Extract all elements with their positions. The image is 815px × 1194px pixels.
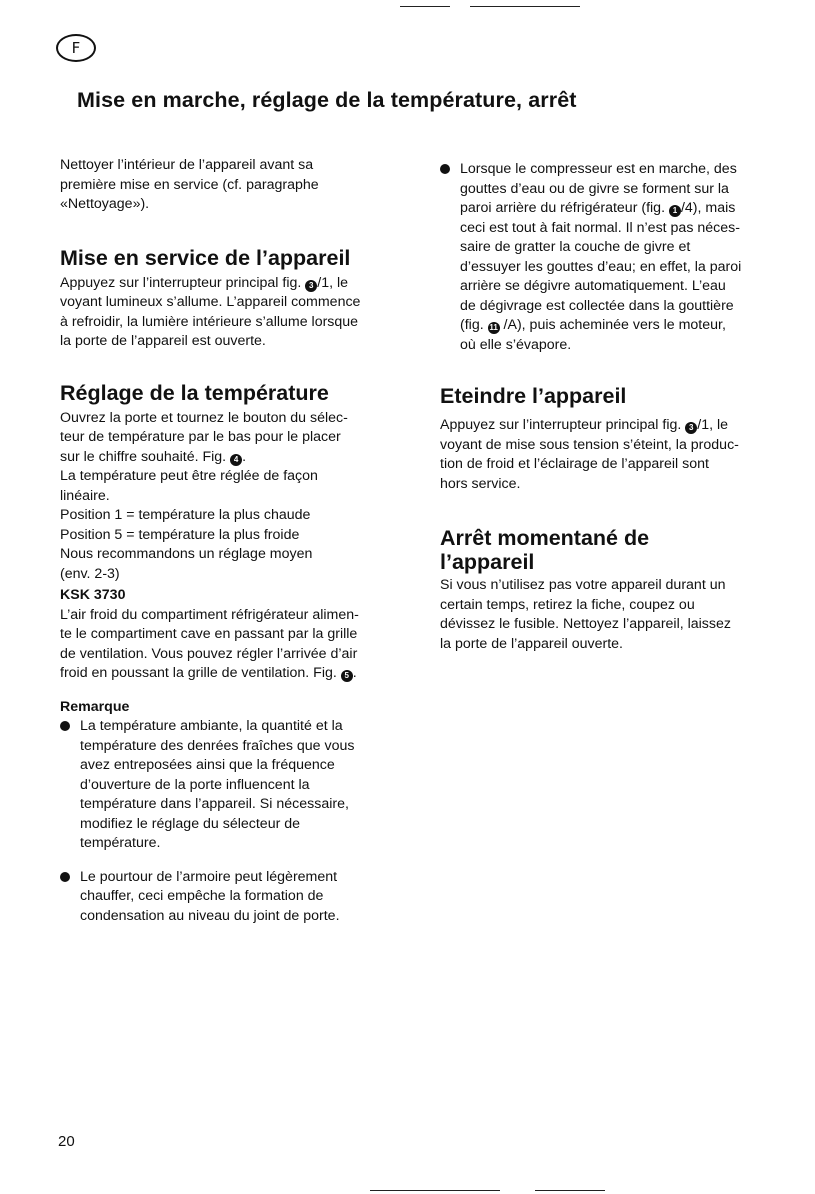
reglage-paragraph [60,409,400,585]
text-line: de ventilation. Vous pouvez régler l’arrivée d’air [60,645,358,662]
text-line: Nettoyer l’intérieur de l’appareil avant sa [60,157,314,173]
arret-paragraph [440,576,785,654]
eteindre-paragraph [440,416,785,494]
text-line: linéaire. [60,487,110,504]
heading-reglage-temperature: Réglage de la température [60,380,329,405]
text-line: La température ambiante, la quantité et la [80,718,343,734]
text-line: première mise en service (cf. paragraphe [60,176,319,193]
top-rule-2 [470,6,580,7]
text-line: Position 5 = température la plus froide [60,526,300,543]
text-line: d’ouverture de la porte influencent la [80,776,310,793]
text-line: teur de température par le bas pour le placer [60,429,341,445]
text-line: L’air froid du compartiment réfrigérateur alimen- [60,606,359,623]
page-number: 20 [58,1133,75,1150]
text-line: d’essuyer les gouttes d’eau; en effet, la paroi [460,258,742,275]
text-line: dévissez le fusible. Nettoyez l’appareil, laissez [440,616,731,632]
page-title: Mise en marche, réglage de la température, arrêt [77,88,577,112]
text-line: Ouvrez la porte et tournez le bouton du sélec- [60,409,348,426]
left-column [60,156,400,926]
bottom-rule [370,1190,500,1191]
text-line: (env. 2-3) [60,565,120,582]
bullet-icon [60,872,70,882]
text-line: température dans l’appareil. Si nécessaire, [80,796,349,812]
heading-arret-momentane: Arrêt momentané de l’appareil [440,526,650,574]
text-line: saire de gratter la couche de givre et [460,239,691,255]
mise-en-service-paragraph [60,274,400,352]
text-line: arrière se dégivre automatiquement. L’eau [460,278,726,294]
language-badge: F [56,34,96,62]
text-line: voyant de mise sous tension s’éteint, la produc- [440,436,739,453]
text-line: Nous recommandons un réglage moyen [60,546,313,562]
top-rule [400,6,450,7]
text-line: «Nettoyage»). [60,196,150,212]
text-line: la porte de l’appareil est ouverte. [60,333,266,349]
text-line: hors service. [440,475,521,492]
bullet-item [440,160,785,355]
text-line: chauffer, ceci empêche la formation de [80,888,324,904]
bottom-rule-2 [535,1190,605,1191]
text-line: température. [80,835,161,851]
text-line: paroi arrière du réfrigérateur (fig. 1 /4), mais [460,200,736,216]
text-line: certain temps, retirez la fiche, coupez ou [440,596,695,613]
text-line: où elle s’évapore. [460,336,572,353]
text-line: à refroidir, la lumière intérieure s’allume lorsque [60,313,359,330]
text-line: ceci est tout à fait normal. Il n’est pas néces- [460,219,740,236]
text-line: froid en poussant la grille de ventilation. Fig. 5 . [60,665,357,681]
heading-mise-en-service: Mise en service de l’appareil [60,245,351,270]
text-line: La température peut être réglée de façon [60,468,318,484]
text-line: Appuyez sur l’interrupteur principal fig. 3 /1, le [60,274,349,291]
text-line: Si vous n’utilisez pas votre appareil durant un [440,577,726,593]
figure-ref-icon: 11 [489,323,498,332]
text-line: te le compartiment cave en passant par la grille [60,626,358,642]
bullet-item [60,868,400,927]
text-line: voyant lumineux s’allume. L’appareil commence [60,294,361,310]
text-line: de dégivrage est collectée dans la gouttière [460,297,734,314]
text-line: gouttes d’eau ou de givre se forment sur la [460,180,729,197]
text-line: Lorsque le compresseur est en marche, des [460,161,737,177]
text-line: la porte de l’appareil ouverte. [440,635,623,652]
text-line: avez entreposées ainsi que la fréquence [80,757,335,773]
heading-eteindre: Eteindre l’appareil [440,384,627,408]
bullet-icon [440,164,450,174]
figure-ref-icon: 1 [669,205,681,217]
text-line: tion de froid et l’éclairage de l’appareil sont [440,456,709,472]
figure-ref-icon: 5 [341,670,353,682]
text-line: condensation au niveau du joint de porte. [80,907,340,924]
figure-ref-icon: 4 [230,454,242,466]
heading-ksk-3730: KSK 3730 [60,587,126,603]
figure-ref-icon: 3 [305,280,317,292]
bullet-item [60,717,400,854]
figure-ref-icon: 3 [685,422,697,434]
bullet-icon [60,721,70,731]
text-line: Appuyez sur l’interrupteur principal fig. 3 /1, le [440,417,729,433]
text-line: Position 1 = température la plus chaude [60,507,311,523]
text-line: Le pourtour de l’armoire peut légèrement [80,868,338,885]
text-line: sur le chiffre souhaité. Fig. 4 . [60,448,247,465]
intro-paragraph [60,156,400,215]
ksk-paragraph [60,606,400,684]
right-column [440,160,785,654]
text-line: (fig. 11 /A), puis acheminée vers le moteur, [460,317,726,333]
text-line: modifiez le réglage du sélecteur de [80,815,301,832]
heading-remarque: Remarque [60,698,130,715]
text-line: température des denrées fraîches que vous [80,737,355,754]
